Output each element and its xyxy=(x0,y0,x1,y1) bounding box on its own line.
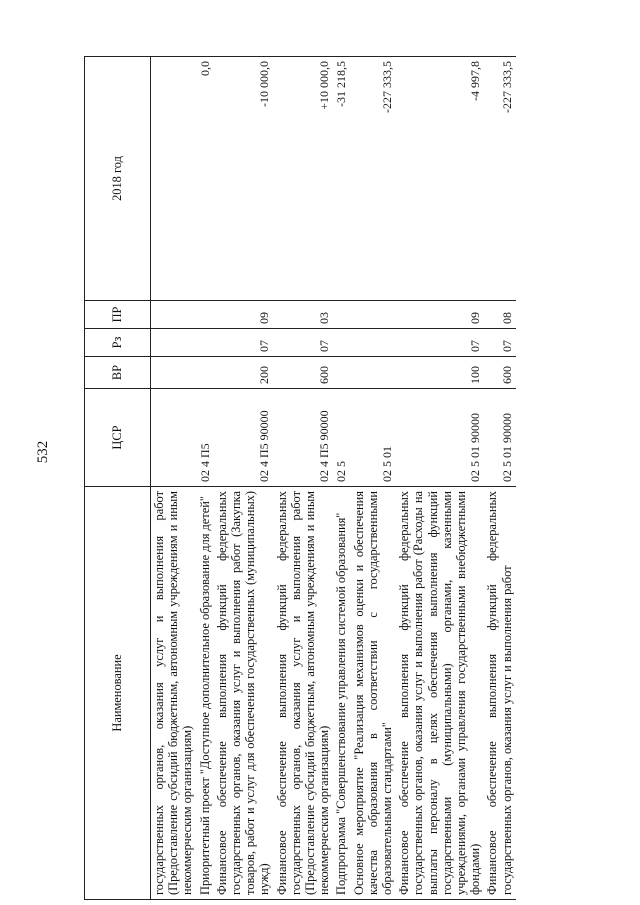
cell-rz xyxy=(151,329,197,357)
cell-vr xyxy=(151,357,197,389)
header-csr: ЦСР xyxy=(85,389,151,487)
cell-name: Финансовое обеспечение выполнения функций федеральных государственных органов, оказания услуг и выполнения работ (Расходы на выплаты персоналу в целях обеспечения выполнения функций государственными (муниципальными) органами, казенными учреждениями, органами управления государственными внебюджетными фондами) xyxy=(396,487,484,900)
cell-pr xyxy=(151,301,197,329)
cell-pr xyxy=(351,301,397,329)
page-number: 532 xyxy=(35,440,51,464)
cell-csr: 02 5 01 xyxy=(351,389,397,487)
cell-sum: -227 333,5 xyxy=(484,57,515,301)
header-name: Наименование xyxy=(85,487,151,900)
cell-name: Финансовое обеспечение выполнения функций федеральных государственных органов, оказания услуг и выполнения работ xyxy=(484,487,515,900)
cell-rz: 07 xyxy=(214,329,274,357)
cell-pr: 08 xyxy=(484,301,515,329)
cell-rz xyxy=(351,329,397,357)
table-row xyxy=(396,57,484,900)
header-pr: ПР xyxy=(85,301,151,329)
cell-pr xyxy=(333,301,350,329)
header-year: 2018 год xyxy=(85,57,151,301)
cell-vr: 200 xyxy=(214,357,274,389)
header-vr: ВР xyxy=(85,357,151,389)
cell-rz xyxy=(333,329,350,357)
cell-csr xyxy=(151,389,197,487)
cell-csr: 02 5 01 90000 xyxy=(484,389,515,487)
cell-sum: 0,0 xyxy=(197,57,214,301)
table-row xyxy=(151,57,197,900)
cell-name: Подпрограмма "Совершенствование управления системой образования" xyxy=(333,487,350,900)
cell-csr: 02 4 П5 90000 xyxy=(214,389,274,487)
cell-sum: -227 333,5 xyxy=(351,57,397,301)
rotated-page-content xyxy=(84,57,640,900)
cell-name: Финансовое обеспечение выполнения функций федеральных государственных органов, оказания услуг и выполнения работ (Закупка товаров, работ и услуг для обеспечения государственных (муниципальных) нужд) xyxy=(214,487,274,900)
table-row xyxy=(484,57,515,900)
cell-pr xyxy=(197,301,214,329)
cell-sum: -10 000,0 xyxy=(214,57,274,301)
cell-rz: 07 xyxy=(274,329,334,357)
cell-pr: 09 xyxy=(214,301,274,329)
cell-csr: 02 4 П5 xyxy=(197,389,214,487)
cell-rz: 07 xyxy=(396,329,484,357)
header-rz: Рз xyxy=(85,329,151,357)
table-row xyxy=(214,57,274,900)
cell-rz: 07 xyxy=(484,329,515,357)
cell-name: государственных органов, оказания услуг и выполнения работ (Предоставление субсидий бюджетным, автономным учреждениям и иным некоммерческим организациям) xyxy=(151,487,197,900)
table-header-row xyxy=(85,57,151,900)
cell-vr: 100 xyxy=(396,357,484,389)
cell-sum: -31 218,5 xyxy=(333,57,350,301)
cell-sum xyxy=(151,57,197,301)
cell-vr: 600 xyxy=(274,357,334,389)
cell-sum: +10 000,0 xyxy=(274,57,334,301)
cell-vr xyxy=(333,357,350,389)
budget-table xyxy=(84,56,516,900)
cell-csr: 02 4 П5 90000 xyxy=(274,389,334,487)
cell-name: Приоритетный проект "Доступное дополнительное образование для детей" xyxy=(197,487,214,900)
cell-vr: 600 xyxy=(484,357,515,389)
cell-vr xyxy=(197,357,214,389)
cell-pr: 09 xyxy=(396,301,484,329)
cell-name: Основное мероприятие "Реализация механизмов оценки и обеспечения качества образования в соответствии с государственными образовательными стандартами" xyxy=(351,487,397,900)
table-row xyxy=(333,57,350,900)
cell-csr: 02 5 xyxy=(333,389,350,487)
cell-pr: 03 xyxy=(274,301,334,329)
cell-rz xyxy=(197,329,214,357)
cell-vr xyxy=(351,357,397,389)
cell-csr: 02 5 01 90000 xyxy=(396,389,484,487)
cell-name: Финансовое обеспечение выполнения функций федеральных государственных органов, оказания услуг и выполнения работ (Предоставление субсидий бюджетным, автономным учреждениям и иным некоммерческим организациям) xyxy=(274,487,334,900)
table-row xyxy=(274,57,334,900)
table-row xyxy=(351,57,397,900)
cell-sum: -4 997,8 xyxy=(396,57,484,301)
table-row xyxy=(197,57,214,900)
